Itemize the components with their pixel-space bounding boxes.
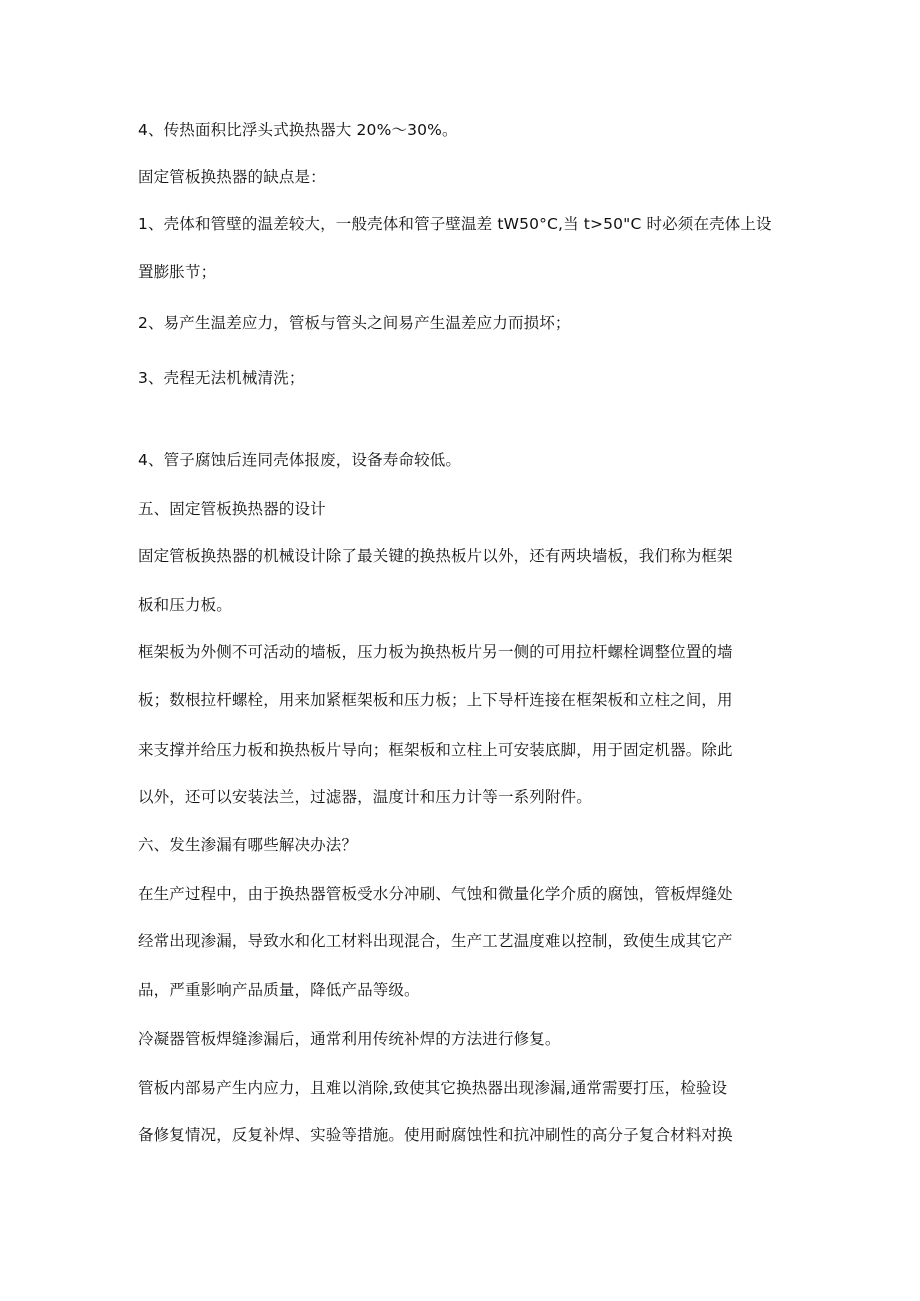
text-line: 固定管板换热器的缺点是： xyxy=(138,168,326,186)
text-line: 来支撑并给压力板和换热板片导向；框架板和立柱上可安装底脚，用于固定机器。除此 xyxy=(138,741,733,759)
section-heading: 五、固定管板换热器的设计 xyxy=(138,500,326,518)
text-line: 板和压力板。 xyxy=(138,596,232,614)
text-line: 1、壳体和管壁的温差较大，一般壳体和管子壁温差 tW50°C,当 t>50"C 时必须在壳体上设 xyxy=(138,215,772,233)
text-line: 2、易产生温差应力，管板与管头之间易产生温差应力而损坏； xyxy=(138,314,571,332)
text-line: 以外，还可以安装法兰，过滤器，温度计和压力计等一系列附件。 xyxy=(138,788,592,806)
text-line: 置膨胀节； xyxy=(138,263,217,281)
text-line: 框架板为外侧不可活动的墙板，压力板为换热板片另一侧的可用拉杆螺栓调整位置的墙 xyxy=(138,643,733,661)
text-line: 在生产过程中，由于换热器管板受水分冲刷、气蚀和微量化学介质的腐蚀，管板焊缝处 xyxy=(138,885,733,903)
text-line: 冷凝器管板焊缝渗漏后，通常利用传统补焊的方法进行修复。 xyxy=(138,1030,561,1048)
text-line: 4、管子腐蚀后连同壳体报废，设备寿命较低。 xyxy=(138,451,462,469)
text-line: 3、壳程无法机械清洗； xyxy=(138,369,305,387)
text-line: 固定管板换热器的机械设计除了最关键的换热板片以外，还有两块墙板，我们称为框架 xyxy=(138,547,733,565)
text-line: 经常出现渗漏，导致水和化工材料出现混合，生产工艺温度难以控制，致使生成其它产 xyxy=(138,932,733,950)
text-line: 板；数根拉杆螺栓，用来加紧框架板和压力板；上下导杆连接在框架板和立柱之间，用 xyxy=(138,691,733,709)
text-line: 4、传热面积比浮头式换热器大 20%～30%。 xyxy=(138,121,458,139)
text-line: 品，严重影响产品质量，降低产品等级。 xyxy=(138,981,420,999)
text-line: 管板内部易产生内应力，且难以消除,致使其它换热器出现渗漏,通常需要打压，检验设 xyxy=(138,1079,728,1097)
text-line: 备修复情况，反复补焊、实验等措施。使用耐腐蚀性和抗冲刷性的高分子复合材料对换 xyxy=(138,1126,733,1144)
section-heading: 六、发生渗漏有哪些解决办法？ xyxy=(138,836,358,854)
